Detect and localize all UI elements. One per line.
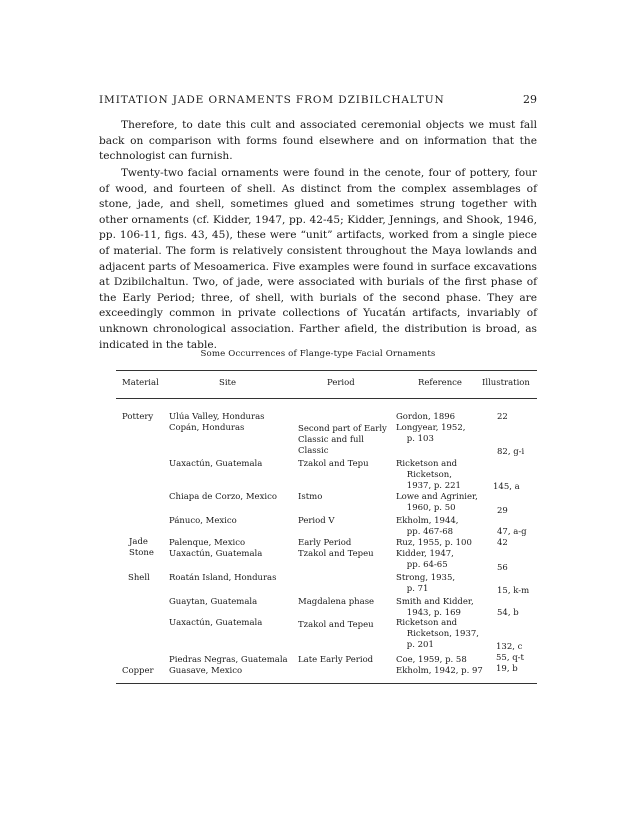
page-number: 29 [523,93,537,106]
illustration-cell: 15, k-m [497,586,530,596]
period-cell: Tzakol and Tepeu [298,620,374,630]
running-header [99,94,537,106]
site-cell: Palenque, Mexico Uaxactún, Guatemala [169,538,263,560]
table-header-rule [116,398,537,399]
reference-cell: Gordon, 1896 Longyear, 1952, p. 103 [396,412,466,445]
running-title: IMITATION JADE ORNAMENTS FROM DZIBILCHALTUN [99,94,445,106]
paragraph-text: Twenty-two facial ornaments were found in the cenote, four of pottery, four of wood, and fourteen of shell. As distinct from the complex assemblages of stone, jade, and shell, sometimes glued and sometimes strung together with other ornaments (cf. Kidder, 1947, pp. 42-45; Kidder, Jennings, and Shook, 1946, pp. 106-11, figs. 43, 45), these were “unit” artifacts, worked from a single piece of material. The form is relatively consistent throughout the Maya lowlands and adjacent parts of Mesoamerica. Five examples were found in surface excavations at Dzibilchaltun. Two, of jade, were associated with burials of the first phase of the Early Period; three, of shell, with burials of the second phase. They are exceedingly common in private collections of Yucatán artifacts, invariably of unknown chronological association. Farther afield, the distribution is broad, as indicated in the table. [99,167,537,351]
site-cell: Roatán Island, Honduras [169,573,277,583]
table-bottom-rule [116,683,537,684]
material-cell: Jade Stone [129,537,154,559]
reference-cell: Ricketson and Ricketson, 1937, p. 201 [396,618,479,651]
site-cell: Pánuco, Mexico [169,516,237,526]
site-cell: Guaytan, Guatemala [169,597,258,607]
header-site: Site [219,378,236,388]
paragraph-1 [99,118,537,165]
site-cell: Ulúa Valley, Honduras Copán, Honduras [169,412,265,434]
period-cell: Period V [298,516,335,526]
reference-cell: Coe, 1959, p. 58 Ekholm, 1942, p. 97 [396,655,483,677]
paragraph-2 [99,166,537,353]
header-material: Material [122,378,159,388]
reference-cell: Lowe and Agrinier, 1960, p. 50 [396,492,478,514]
period-cell: Early Period Tzakol and Tepeu [298,538,374,560]
site-cell: Piedras Negras, Guatemala Guasave, Mexico [169,655,288,677]
reference-cell: Ekholm, 1944, pp. 467-68 [396,516,459,538]
site-cell: Chiapa de Corzo, Mexico [169,492,277,502]
site-cell: Uaxactún, Guatemala [169,618,263,628]
period-cell: Late Early Period [298,655,374,665]
period-cell: Magdalena phase [298,597,375,607]
material-cell: Copper [122,666,154,676]
header-period: Period [327,378,355,388]
reference-cell: Strong, 1935, p. 71 [396,573,456,595]
header-illustration: Illustration [482,378,530,388]
illustration-cell: 82, g-i [497,447,525,457]
period-cell: Tzakol and Tepu [298,459,369,469]
reference-cell: Ricketson and Ricketson, 1937, p. 221 [396,459,461,492]
period-cell: Second part of Early Classic and full Classic [298,424,387,457]
illustration-cell: 132, c 55, q-t 19, b [496,642,524,675]
reference-cell: Ruz, 1955, p. 100 Kidder, 1947, pp. 64-65 [396,538,472,571]
paragraph-text: Therefore, to date this cult and associated ceremonial objects we must fall back on comparison with forms found elsewhere and on information that the technologist can furnish. [99,119,537,163]
material-cell: Shell [128,573,150,583]
header-reference: Reference [418,378,462,388]
period-cell: Istmo [298,492,323,502]
site-cell: Uaxactún, Guatemala [169,459,263,469]
illustration-cell: 22 [497,412,508,422]
illustration-cell: 54, b [497,608,519,618]
illustration-cell: 56 [497,563,508,573]
illustration-cell: 29 [497,506,508,516]
reference-cell: Smith and Kidder, 1943, p. 169 [396,597,474,619]
illustration-cell: 47, a-g 42 [497,527,527,549]
material-cell: Pottery [122,412,154,422]
illustration-cell: 145, a [493,482,520,492]
table-caption: Some Occurrences of Flange-type Facial Ornaments [200,349,436,359]
table-top-rule [116,370,537,371]
